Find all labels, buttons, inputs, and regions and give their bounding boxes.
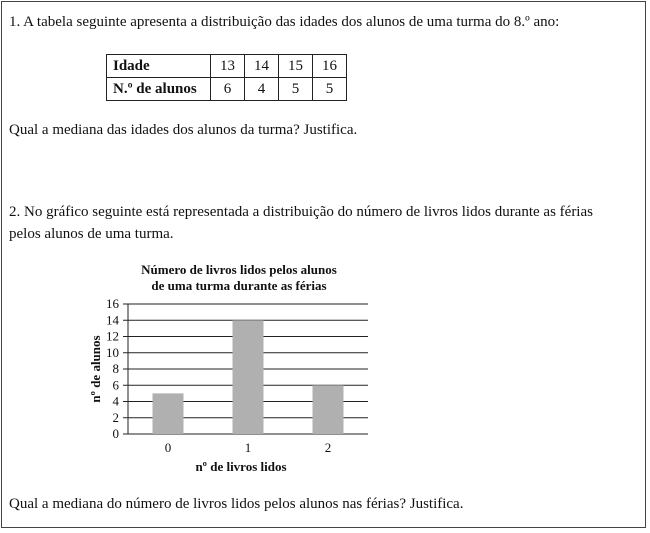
age-cell: 16 (313, 55, 347, 78)
y-tick-label: 0 (112, 426, 119, 441)
x-tick-label: 0 (164, 440, 172, 455)
question-2-text-line2: pelos alunos de uma turma. (9, 226, 174, 242)
age-cell: 13 (211, 55, 245, 78)
age-cell: 15 (279, 55, 313, 78)
y-tick-label: 4 (112, 393, 119, 409)
bar-chart (80, 292, 380, 482)
question-1-text: 1. A tabela seguinte apresenta a distribuição das idades dos alunos de uma turma do 8.º ano: (9, 14, 560, 30)
table-row (107, 78, 347, 101)
question-2-prompt: Qual a mediana do número de livros lidos pelos alunos nas férias? Justifica. (9, 496, 464, 512)
count-cell: 5 (279, 78, 313, 101)
row-header-students: N.º de alunos (107, 78, 211, 101)
count-cell: 5 (313, 78, 347, 101)
row-header-age: Idade (107, 55, 211, 78)
x-tick-label: 1 (244, 440, 252, 455)
table-row (107, 55, 347, 78)
y-tick-label: 12 (106, 328, 119, 344)
y-tick-label: 6 (112, 377, 119, 393)
x-axis-label: nº de livros lidos (195, 459, 287, 474)
chart-title-line1: Número de livros lidos pelos alunos (141, 262, 337, 277)
count-cell: 4 (245, 78, 279, 101)
age-cell: 14 (245, 55, 279, 78)
y-tick-label: 2 (112, 409, 119, 425)
x-tick-label: 2 (324, 440, 332, 455)
y-axis-label: nº de alunos (88, 335, 103, 403)
age-distribution-table (106, 54, 347, 101)
question-2-text-line1: 2. No gráfico seguinte está representada a distribuição do número de livros lidos durante as férias (9, 204, 593, 220)
chart-title (114, 262, 364, 294)
count-cell: 6 (211, 78, 245, 101)
chart-title-line2: de uma turma durante as férias (151, 278, 327, 293)
bar (153, 393, 184, 434)
y-tick-label: 14 (106, 312, 119, 328)
question-1-prompt: Qual a mediana das idades dos alunos da turma? Justifica. (9, 122, 358, 138)
bar (313, 385, 344, 434)
y-tick-label: 16 (106, 296, 119, 311)
y-tick-label: 10 (106, 344, 119, 360)
y-tick-label: 8 (112, 361, 119, 376)
bar (233, 320, 264, 434)
